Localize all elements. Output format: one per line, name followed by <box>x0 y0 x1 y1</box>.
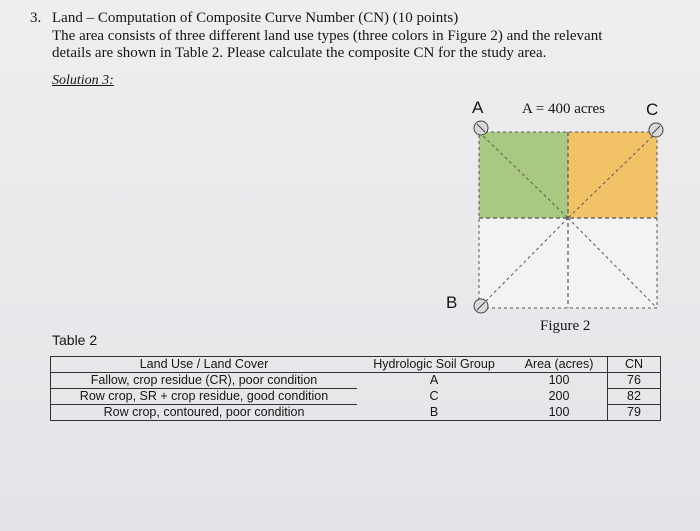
land-use-table <box>50 356 661 421</box>
cell-cn: 76 <box>608 373 661 389</box>
point-c-label: C <box>646 100 659 119</box>
table-row <box>51 373 661 389</box>
cell-land-use: Row crop, contoured, poor condition <box>51 405 358 421</box>
header-cn: CN <box>608 357 661 373</box>
header-soil-group: Hydrologic Soil Group <box>357 357 511 373</box>
cell-soil-group: C <box>429 389 439 403</box>
cell-cn: 79 <box>608 405 661 421</box>
cell-land-use: Fallow, crop residue (CR), poor condition <box>51 373 358 389</box>
table-row <box>51 389 661 405</box>
table-caption: Table 2 <box>52 332 98 348</box>
question-text-line-2: The area consists of three different land use types (three colors in Figure 2) and the relevant <box>52 28 603 44</box>
outlet-b-icon <box>474 299 488 313</box>
cell-cn: 82 <box>608 389 661 405</box>
outlet-a-icon <box>474 121 488 135</box>
question-text-line-3: details are shown in Table 2. Please calculate the composite CN for the study area. <box>52 45 547 61</box>
question-number: 3. <box>30 10 42 26</box>
table-row <box>51 405 661 421</box>
area-annotation: A = 400 acres <box>522 101 606 117</box>
question-title: Land – Computation of Composite Curve Number (CN) (10 points) <box>52 10 459 26</box>
point-a-label: A <box>472 98 484 117</box>
solution-label: Solution 3: <box>52 73 114 88</box>
cell-area: 100 <box>511 405 608 421</box>
table-header-row <box>51 357 661 373</box>
cell-area: 200 <box>548 389 570 403</box>
header-area: Area (acres) <box>511 357 608 373</box>
point-b-label: B <box>446 293 458 312</box>
cell-soil-group: B <box>357 405 511 421</box>
cell-area: 100 <box>548 373 570 388</box>
figure-caption: Figure 2 <box>540 318 591 334</box>
cell-land-use: Row crop, SR + crop residue, good condition <box>51 389 358 405</box>
cell-soil-group: A <box>429 373 439 388</box>
header-land-use: Land Use / Land Cover <box>51 357 358 373</box>
outlet-c-icon <box>649 123 663 137</box>
